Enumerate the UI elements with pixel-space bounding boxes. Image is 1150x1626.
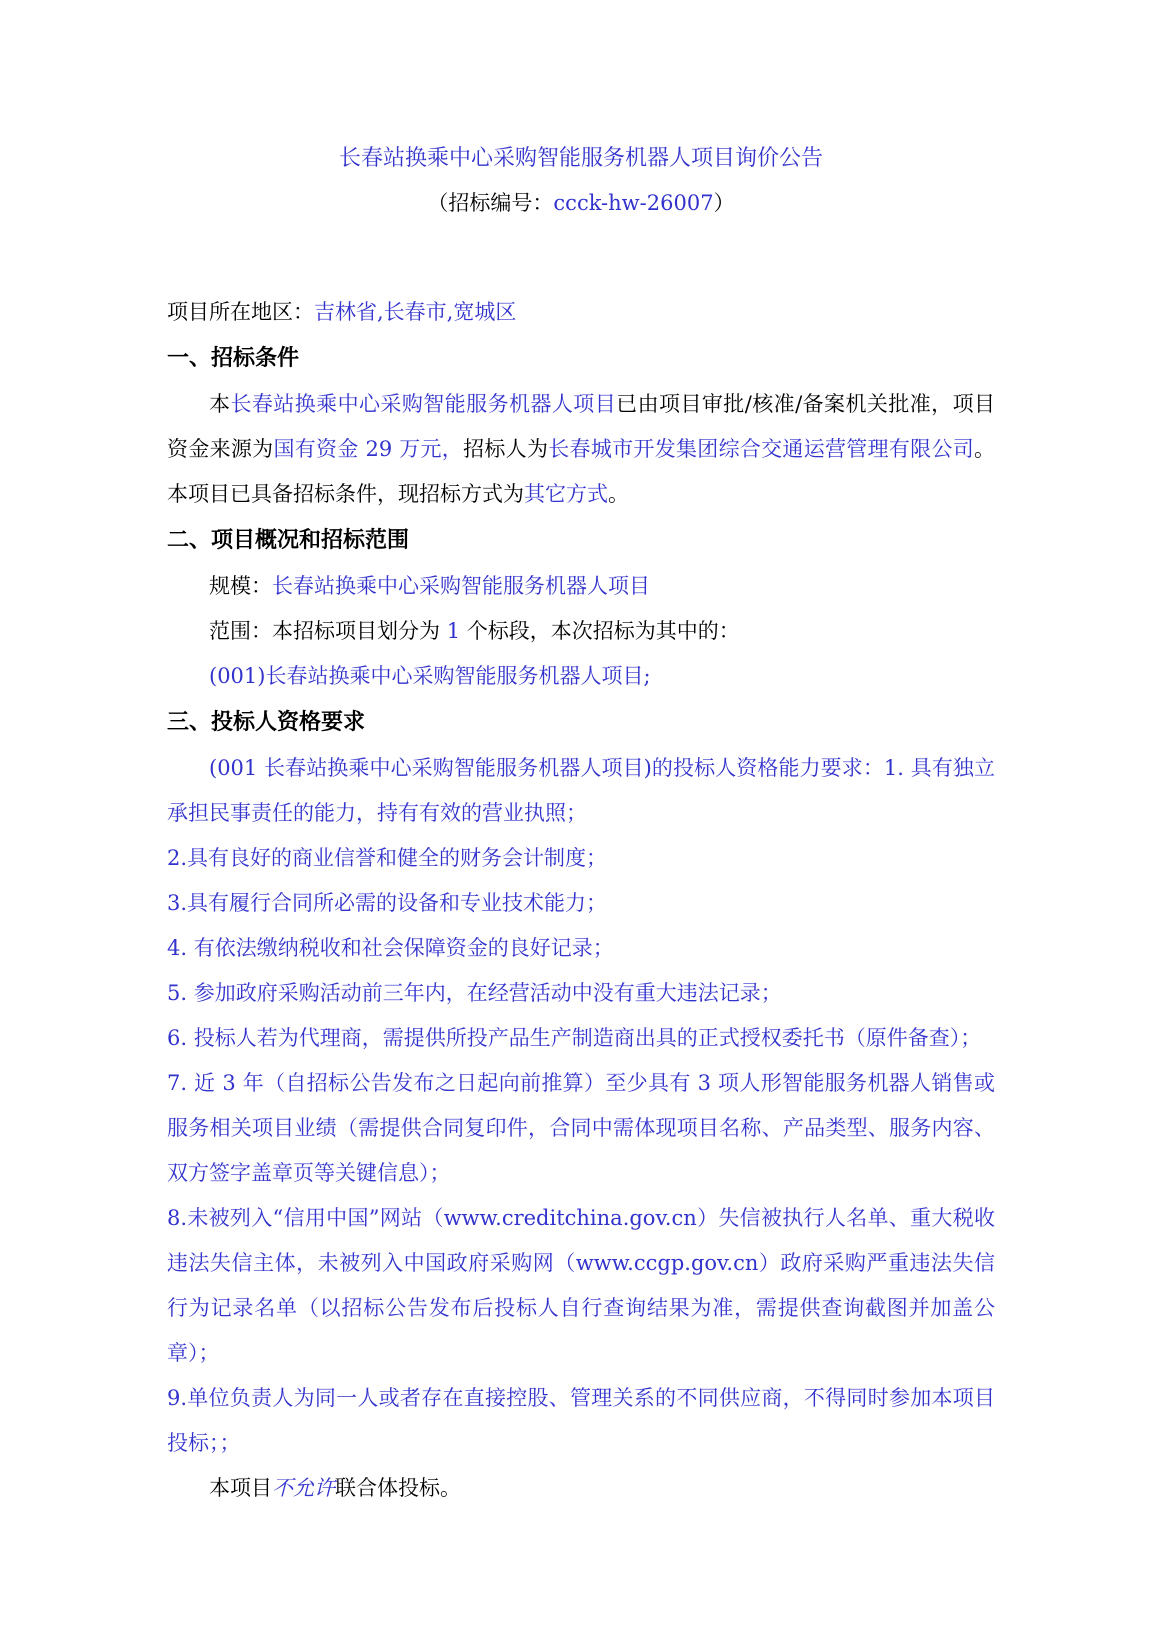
qualification-item-7: 7. 近 3 年（自招标公告发布之日起向前推算）至少具有 3 项人形智能服务机器人销售或服务相关项目业绩（需提供合同复印件，合同中需体现项目名称、产品类型、服务内容、双方签字盖章页等关键信息）； [167, 1071, 995, 1185]
doc-subtitle [167, 181, 995, 226]
section2-heading: 二、项目概况和招标范围 [167, 528, 410, 553]
section1-paragraph [167, 382, 995, 517]
section1-heading: 一、招标条件 [167, 346, 300, 371]
text-run: 。 [608, 482, 629, 506]
project-location-label: 项目所在地区： [167, 300, 314, 324]
tenderee-name-value: 长春城市开发集团综合交通运营管理有限公司 [548, 437, 975, 461]
text-run: 。本项目已具备招标条件，现招标方式为 [167, 437, 996, 506]
project-location-value: 吉林省,长春市,宽城区 [314, 300, 517, 324]
scope-line [167, 609, 995, 654]
qualification-item-3: 3.具有履行合同所必需的设备和专业技术能力； [167, 891, 608, 915]
project-name-link: 长春站换乘中心采购智能服务机器人项目 [230, 392, 617, 416]
fund-source-value: 国有资金 29 万元， [273, 437, 464, 461]
tender-number-label: （招标编号： [427, 191, 554, 215]
consortium-line [167, 1466, 995, 1511]
qualification-item-1: (001 长春站换乘中心采购智能服务机器人项目)的投标人资格能力要求：1. 具有独立承担民事责任的能力，持有有效的营业执照； [167, 756, 995, 825]
text-run: 已由项目审批/核准/备案机关批准，项目资金来源为 [167, 392, 996, 461]
qualification-item-6: 6. 投标人若为代理商，需提供所投产品生产制造商出具的正式授权委托书（原件备查）； [167, 1026, 982, 1050]
scope-lot-count: 1 [446, 619, 461, 643]
tender-method-value: 其它方式 [524, 482, 608, 506]
qualification-item-4: 4. 有依法缴纳税收和社会保障资金的良好记录； [167, 936, 614, 960]
qualification-item-2: 2.具有良好的商业信誉和健全的财务会计制度； [167, 846, 608, 870]
project-location-line [167, 290, 995, 335]
lot-001-line: (001)长春站换乘中心采购智能服务机器人项目; [209, 664, 651, 688]
qualification-item-9: 9.单位负责人为同一人或者存在直接控股、管理关系的不同供应商，不得同时参加本项目投标；； [167, 1386, 995, 1455]
scale-label: 规模： [209, 574, 272, 598]
spacer [167, 226, 995, 290]
doc-title: 长春站换乘中心采购智能服务机器人项目询价公告 [338, 146, 823, 171]
qualification-item-5: 5. 参加政府采购活动前三年内，在经营活动中没有重大违法记录； [167, 981, 782, 1005]
section3-heading: 三、投标人资格要求 [167, 710, 366, 735]
tender-number-value: ccck-hw-26007 [553, 191, 714, 215]
consortium-suffix: 联合体投标。 [335, 1476, 461, 1500]
scale-line [167, 564, 995, 609]
consortium-prefix: 本项目 [209, 1476, 272, 1500]
scale-value: 长春站换乘中心采购智能服务机器人项目 [272, 574, 650, 598]
consortium-not-allowed: 不允许 [272, 1476, 335, 1500]
scope-suffix: 个标段，本次招标为其中的： [460, 619, 740, 643]
text-run: 本 [209, 392, 231, 416]
scope-prefix: 范围：本招标项目划分为 [209, 619, 447, 643]
text-run: 招标人为 [463, 437, 549, 461]
tender-number-close-paren: ） [713, 191, 735, 215]
qualification-item-8: 8.未被列入“信用中国”网站（www.creditchina.gov.cn）失信被执行人名单、重大税收违法失信主体，未被列入中国政府采购网（www.ccgp.gov.cn）政府采购严重违法失信行为记录名单（以招标公告发布后投标人自行查询结果为准，需提供查询截图并加盖公章）； [167, 1206, 995, 1365]
